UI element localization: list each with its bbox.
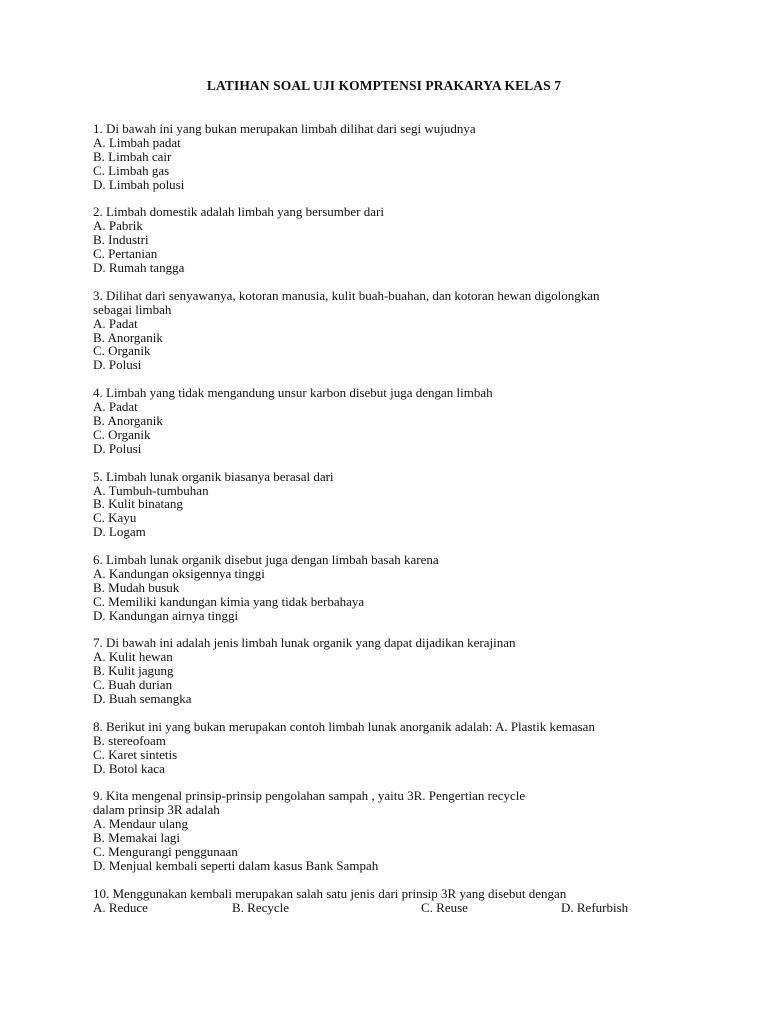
option-a: A. Limbah padat: [93, 134, 181, 150]
option-c: C. Reuse: [421, 899, 468, 915]
option-a: A. Mendaur ulang: [93, 816, 188, 832]
option-a: A. Padat: [93, 399, 138, 415]
option-d: D. Buah semangka: [93, 691, 192, 707]
question-4: [93, 386, 693, 456]
option-a: A. Pabrik: [93, 218, 143, 234]
question-list: [93, 122, 693, 928]
option-c: C. Organik: [93, 426, 151, 442]
option-c: C. Karet sintetis: [93, 746, 178, 762]
question-7: [93, 636, 693, 706]
page-title: LATIHAN SOAL UJI KOMPTENSI PRAKARYA KELAS 7: [206, 78, 562, 93]
option-b: B. Mudah busuk: [93, 579, 180, 595]
option-a: A. Reduce: [93, 899, 148, 915]
option-b: B. Anorganik: [93, 329, 163, 345]
option-d: D. Menjual kembali seperti dalam kasus Bank Sampah: [93, 857, 379, 873]
question-text: 6. Limbah lunak organik disebut juga dengan limbah basah karena: [93, 552, 439, 568]
option-d: D. Polusi: [93, 357, 142, 373]
option-a: A. Padat: [93, 315, 138, 331]
option-a: A. Kulit hewan: [93, 649, 173, 665]
option-d: D. Limbah polusi: [93, 176, 185, 192]
option-c: C. Pertanian: [93, 246, 158, 262]
question-text-continued: sebagai limbah: [93, 301, 172, 317]
question-text: 3. Dilihat dari senyawanya, kotoran manusia, kulit buah-buahan, dan kotoran hewan digolongkan: [93, 287, 600, 303]
option-d: D. Kandungan airnya tinggi: [93, 607, 239, 623]
option-c: C. Mengurangi penggunaan: [93, 844, 238, 859]
option-b: B. Industri: [93, 232, 149, 248]
question-text: 7. Di bawah ini adalah jenis limbah lunak organik yang dapat dijadikan kerajinan: [93, 635, 516, 651]
option-d: D. Logam: [93, 524, 146, 540]
question-9: [93, 789, 693, 872]
question-text: 1. Di bawah ini yang bukan merupakan limbah dilihat dari segi wujudnya: [93, 121, 476, 136]
question-text: 8. Berikut ini yang bukan merupakan contoh limbah lunak anorganik adalah: A. Plastik kemasan: [93, 718, 595, 734]
option-b: B. Anorganik: [93, 412, 163, 428]
option-c: C. Kayu: [93, 510, 137, 526]
question-3: [93, 289, 693, 372]
option-d: D. Refurbish: [561, 899, 629, 915]
option-c: C. Limbah gas: [93, 162, 170, 178]
question-text: 10. Menggunakan kembali merupakan salah satu jenis dari prinsip 3R yang disebut dengan: [93, 885, 567, 901]
question-10: [93, 887, 693, 915]
option-b: B. Limbah cair: [93, 148, 172, 164]
option-b: B. stereofoam: [93, 732, 166, 748]
option-b: B. Kulit binatang: [93, 496, 183, 512]
question-1: [93, 122, 693, 192]
options-row: [93, 901, 693, 915]
question-2: [93, 205, 693, 275]
question-text: 4. Limbah yang tidak mengandung unsur karbon disebut juga dengan limbah: [93, 385, 493, 401]
question-text: 2. Limbah domestik adalah limbah yang bersumber dari: [93, 204, 384, 220]
question-6: [93, 553, 693, 623]
question-5: [93, 470, 693, 540]
option-c: C. Buah durian: [93, 677, 173, 693]
option-b: B. Recycle: [232, 899, 290, 915]
option-d: D. Rumah tangga: [93, 260, 185, 276]
option-c: C. Memiliki kandungan kimia yang tidak berbahaya: [93, 593, 365, 609]
option-c: C. Organik: [93, 343, 151, 359]
question-text: 9. Kita mengenal prinsip-prinsip pengolahan sampah , yaitu 3R. Pengertian recycle: [93, 788, 526, 804]
question-text-continued: dalam prinsip 3R adalah: [93, 802, 220, 818]
option-a: A. Kandungan oksigennya tinggi: [93, 565, 265, 581]
question-8: [93, 720, 693, 776]
option-b: B. Memakai lagi: [93, 830, 181, 846]
option-b: B. Kulit jagung: [93, 663, 174, 679]
option-d: D. Polusi: [93, 440, 142, 456]
option-d: D. Botol kaca: [93, 760, 165, 776]
option-a: A. Tumbuh-tumbuhan: [93, 482, 209, 498]
question-text: 5. Limbah lunak organik biasanya berasal dari: [93, 468, 334, 484]
